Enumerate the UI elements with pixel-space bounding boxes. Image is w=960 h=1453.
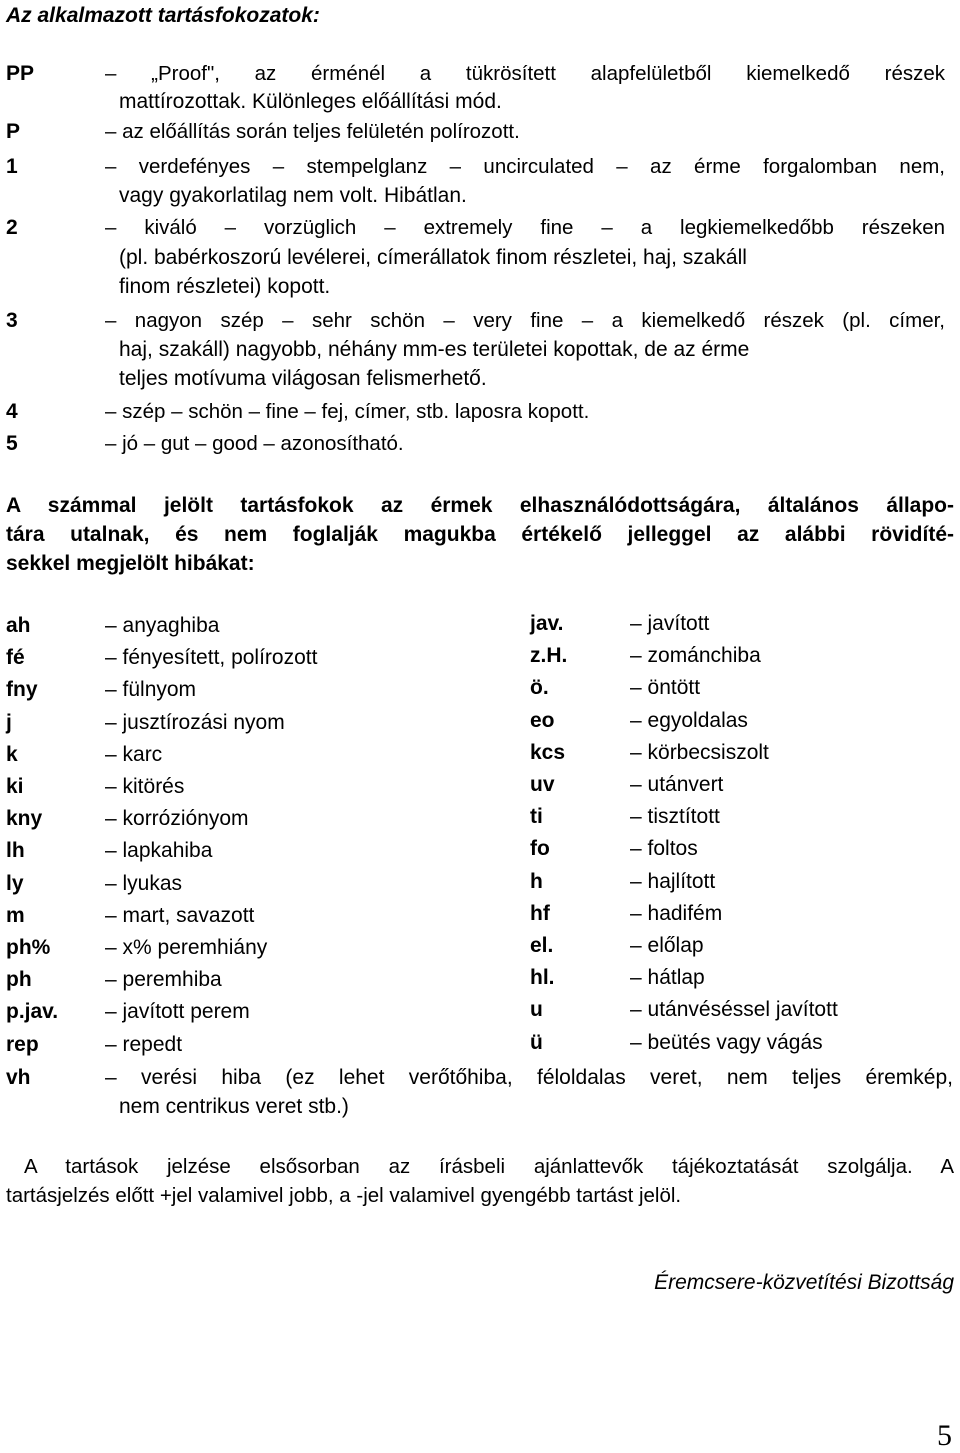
abbr-code: uv bbox=[530, 773, 555, 796]
abbr-code: hf bbox=[530, 901, 550, 925]
abbr-meaning: – fényesített, polírozott bbox=[105, 646, 318, 670]
abbr-code: fé bbox=[6, 646, 25, 670]
abbr-code: ly bbox=[6, 871, 24, 895]
abbr-code: p.jav. bbox=[6, 1000, 59, 1024]
grade-description-line: – az előállítás során teljes felületén polírozott. bbox=[105, 120, 520, 143]
abbr-code: kny bbox=[6, 807, 43, 831]
abbr-meaning: – peremhiba bbox=[105, 968, 222, 992]
abbr-meaning: – zománchiba bbox=[630, 644, 761, 668]
grade-description-line: (pl. babérkoszorú levélerei, címerállatok finom részletei, haj, szakáll bbox=[119, 246, 747, 269]
abbr-code: kcs bbox=[530, 740, 566, 764]
abbr-code: ph bbox=[6, 968, 32, 992]
page-number: 5 bbox=[937, 1419, 952, 1452]
abbr-meaning: – tisztított bbox=[630, 805, 720, 829]
abbr-meaning: – lyukas bbox=[105, 871, 183, 895]
abbr-meaning-line: – verési hiba (ez lehet verőtőhiba, féloldalas veret, nem teljes éremkép, bbox=[105, 1066, 953, 1089]
abbr-meaning-line: nem centrikus veret stb.) bbox=[119, 1095, 349, 1118]
abbr-code: fo bbox=[530, 837, 550, 861]
abbr-code: m bbox=[6, 903, 25, 927]
grade-description-line: – kiváló – vorzüglich – extremely fine – a legkiemelkedőbb részeken bbox=[105, 216, 945, 239]
grade-description-line: – jó – gut – good – azonosítható. bbox=[105, 432, 404, 455]
abbr-code: ah bbox=[6, 614, 31, 637]
abbr-code: rep bbox=[6, 1032, 39, 1056]
abbr-code: z.H. bbox=[530, 644, 568, 668]
abbr-meaning: – javított perem bbox=[105, 1000, 250, 1024]
note-line: A tartások jelzése elsősorban az írásbeli ajánlattevők tájékoztatását szolgálja. A bbox=[24, 1155, 954, 1178]
abbr-code: el. bbox=[530, 934, 554, 957]
abbr-meaning: – javított bbox=[630, 612, 710, 635]
abbr-code: k bbox=[6, 742, 18, 766]
abbr-meaning: – hajlított bbox=[630, 869, 716, 893]
grade-description-line: teljes motívuma világosan felismerhető. bbox=[119, 367, 487, 390]
abbr-meaning: – hátlap bbox=[630, 966, 705, 990]
abbr-meaning: – jusztírozási nyom bbox=[105, 710, 285, 734]
grade-code: PP bbox=[6, 62, 35, 85]
grade-description-line: – szép – schön – fine – fej, címer, stb. laposra kopott. bbox=[105, 400, 590, 423]
abbr-meaning: – utánvert bbox=[630, 773, 724, 796]
grade-code: 1 bbox=[6, 155, 18, 178]
abbr-code: fny bbox=[6, 678, 38, 702]
signature: Éremcsere-közvetítési Bizottság bbox=[654, 1271, 954, 1294]
grade-description-line: vagy gyakorlatilag nem volt. Hibátlan. bbox=[119, 184, 467, 207]
abbr-meaning: – öntött bbox=[630, 676, 701, 700]
abbr-code: vh bbox=[6, 1066, 31, 1089]
abbr-meaning: – karc bbox=[105, 742, 163, 766]
abbr-code: ph% bbox=[6, 936, 51, 959]
abbr-code: hl. bbox=[530, 966, 555, 990]
grade-description-line: haj, szakáll) nagyobb, néhány mm-es területei kopottak, de az érme bbox=[119, 338, 750, 361]
abbr-meaning: – előlap bbox=[630, 934, 704, 957]
abbr-meaning: – mart, savazott bbox=[105, 903, 255, 927]
abbr-meaning: – lapkahiba bbox=[105, 839, 213, 863]
abbr-meaning: – beütés vagy vágás bbox=[630, 1030, 823, 1054]
abbr-code: j bbox=[6, 710, 12, 734]
grade-description-line: mattírozottak. Különleges előállítási mód. bbox=[119, 90, 502, 113]
abbr-meaning: – körbecsiszolt bbox=[630, 740, 769, 764]
abbr-meaning: – hadifém bbox=[630, 901, 723, 925]
heading: Az alkalmazott tartásfokozatok: bbox=[6, 4, 320, 27]
grade-code: 2 bbox=[6, 216, 18, 239]
explanation-line: A számmal jelölt tartásfokok az érmek elhasználódottságára, általános állapo- bbox=[6, 494, 954, 517]
abbr-code: ö. bbox=[530, 676, 549, 700]
grade-code: 4 bbox=[6, 400, 18, 423]
abbr-code: h bbox=[530, 869, 543, 893]
abbr-meaning: – korróziónyom bbox=[105, 807, 249, 831]
abbr-meaning: – egyoldalas bbox=[630, 708, 748, 732]
grade-code: 5 bbox=[6, 432, 18, 455]
note-line: tartásjelzés előtt +jel valamivel jobb, a -jel valamivel gyengébb tartást jelöl. bbox=[6, 1184, 682, 1207]
abbr-code: ti bbox=[530, 805, 543, 829]
grade-code: P bbox=[6, 120, 21, 143]
abbr-meaning: – fülnyom bbox=[105, 678, 197, 702]
grade-code: 3 bbox=[6, 309, 18, 332]
abbr-meaning: – anyaghiba bbox=[105, 614, 220, 637]
abbr-meaning: – utánvéséssel javított bbox=[630, 998, 838, 1022]
grade-description-line: finom részletei) kopott. bbox=[119, 275, 331, 298]
abbr-code: ki bbox=[6, 775, 24, 798]
grade-description-line: – „Proof", az érménél a tükrösített alapfelületből kiemelkedő részek bbox=[105, 62, 945, 85]
abbr-meaning: – repedt bbox=[105, 1032, 183, 1056]
abbr-meaning: – kitörés bbox=[105, 775, 185, 798]
explanation-line: tára utalnak, és nem foglalják magukba értékelő jelleggel az alábbi rövidíté- bbox=[6, 523, 954, 546]
grade-description-line: – nagyon szép – sehr schön – very fine – a kiemelkedő részek (pl. címer, bbox=[105, 309, 945, 332]
abbr-code: lh bbox=[6, 839, 25, 863]
abbr-code: ü bbox=[530, 1030, 543, 1054]
explanation-line: sekkel megjelölt hibákat: bbox=[6, 552, 255, 575]
grade-description-line: – verdefényes – stempelglanz – uncirculated – az érme forgalomban nem, bbox=[105, 155, 945, 178]
abbr-code: u bbox=[530, 998, 543, 1022]
abbr-meaning: – x% peremhiány bbox=[105, 936, 268, 959]
abbr-meaning: – foltos bbox=[630, 837, 698, 861]
abbr-code: eo bbox=[530, 708, 555, 732]
abbr-code: jav. bbox=[530, 612, 564, 635]
